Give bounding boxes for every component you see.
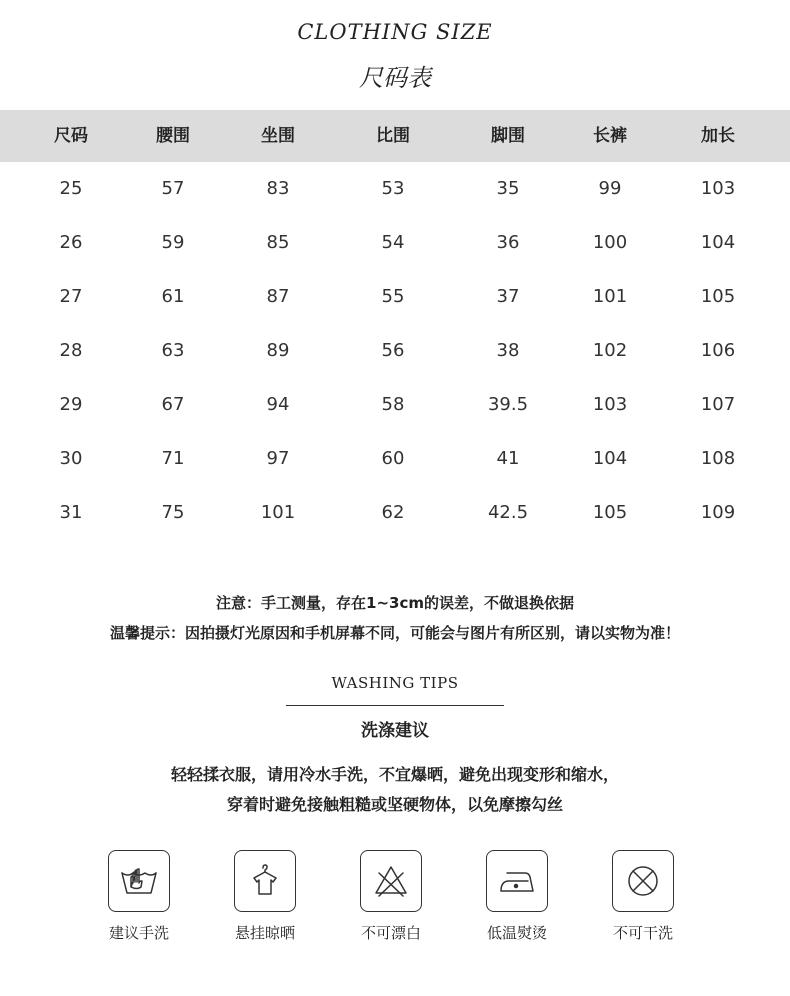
table-cell: 28 xyxy=(59,340,83,361)
table-cell: 53 xyxy=(381,178,405,199)
table-cell: 37 xyxy=(496,286,520,307)
table-cell: 25 xyxy=(59,178,83,199)
table-cell: 57 xyxy=(161,178,185,199)
low-iron-icon xyxy=(486,850,548,912)
icon-label: 不可干洗 xyxy=(612,924,673,942)
table-cell: 75 xyxy=(161,502,185,523)
table-cell: 105 xyxy=(592,502,628,523)
table-cell: 30 xyxy=(59,448,83,469)
divider xyxy=(286,705,504,706)
hang-dry-icon xyxy=(234,850,296,912)
table-cell: 62 xyxy=(381,502,405,523)
table-cell: 87 xyxy=(266,286,290,307)
table-cell: 85 xyxy=(266,232,290,253)
table-cell: 107 xyxy=(700,394,736,415)
table-cell: 60 xyxy=(381,448,405,469)
icon-label: 悬挂晾晒 xyxy=(234,924,295,942)
table-cell: 94 xyxy=(266,394,290,415)
table-cell: 104 xyxy=(592,448,628,469)
table-cell: 99 xyxy=(598,178,622,199)
column-header: 坐围 xyxy=(261,126,295,146)
table-cell: 97 xyxy=(266,448,290,469)
icon-label: 不可漂白 xyxy=(360,924,421,942)
table-cell: 104 xyxy=(700,232,736,253)
hand-wash-icon xyxy=(108,850,170,912)
table-cell: 59 xyxy=(161,232,185,253)
table-cell: 102 xyxy=(592,340,628,361)
table-cell: 36 xyxy=(496,232,520,253)
table-cell: 101 xyxy=(592,286,628,307)
table-cell: 83 xyxy=(266,178,290,199)
no-bleach-icon xyxy=(360,850,422,912)
size-table xyxy=(0,110,790,540)
table-cell: 67 xyxy=(161,394,185,415)
table-cell: 103 xyxy=(592,394,628,415)
table-body xyxy=(0,162,790,540)
table-row xyxy=(0,378,790,432)
table-cell: 103 xyxy=(700,178,736,199)
table-cell: 63 xyxy=(161,340,185,361)
table-row xyxy=(0,324,790,378)
table-cell: 61 xyxy=(161,286,185,307)
table-cell: 89 xyxy=(266,340,290,361)
table-cell: 26 xyxy=(59,232,83,253)
title-chinese: 尺码表 xyxy=(359,64,431,92)
table-row xyxy=(0,216,790,270)
column-header: 加长 xyxy=(701,126,735,146)
icon-label: 建议手洗 xyxy=(108,924,169,942)
measurement-note: 注意：手工测量，存在1~3cm的误差，不做退换依据 xyxy=(216,594,574,612)
color-disclaimer: 温馨提示：因拍摄灯光原因和手机屏幕不同，可能会与图片有所区别，请以实物为准！ xyxy=(109,624,680,642)
column-header: 尺码 xyxy=(54,126,88,146)
table-cell: 29 xyxy=(59,394,83,415)
column-header: 长裤 xyxy=(593,126,627,146)
table-cell: 58 xyxy=(381,394,405,415)
no-dry-clean-icon xyxy=(612,850,674,912)
table-cell: 42.5 xyxy=(487,502,529,523)
title-english: CLOTHING SIZE xyxy=(297,20,493,44)
table-cell: 27 xyxy=(59,286,83,307)
table-cell: 100 xyxy=(592,232,628,253)
table-cell: 105 xyxy=(700,286,736,307)
table-cell: 106 xyxy=(700,340,736,361)
table-cell: 108 xyxy=(700,448,736,469)
table-row xyxy=(0,162,790,216)
table-row xyxy=(0,270,790,324)
table-cell: 71 xyxy=(161,448,185,469)
column-header: 腰围 xyxy=(156,126,190,146)
table-cell: 39.5 xyxy=(487,394,529,415)
table-cell: 55 xyxy=(381,286,405,307)
table-cell: 35 xyxy=(496,178,520,199)
table-cell: 54 xyxy=(381,232,405,253)
table-row xyxy=(0,432,790,486)
table-header xyxy=(0,110,790,162)
table-cell: 41 xyxy=(496,448,520,469)
washing-tips-title: WASHING TIPS xyxy=(331,674,459,692)
column-header: 比围 xyxy=(376,126,410,146)
column-header: 脚围 xyxy=(491,126,525,146)
table-cell: 38 xyxy=(496,340,520,361)
table-cell: 56 xyxy=(381,340,405,361)
table-row xyxy=(0,486,790,540)
washing-instruction: 穿着时避免接触粗糙或坚硬物体，以免摩擦勾丝 xyxy=(226,795,563,814)
table-cell: 101 xyxy=(260,502,296,523)
table-cell: 109 xyxy=(700,502,736,523)
icon-label: 低温熨烫 xyxy=(486,924,547,942)
washing-instruction: 轻轻揉衣服，请用冷水手洗，不宜爆晒，避免出现变形和缩水， xyxy=(170,765,619,784)
washing-tips-title-chinese: 洗涤建议 xyxy=(361,721,429,741)
table-cell: 31 xyxy=(59,502,83,523)
